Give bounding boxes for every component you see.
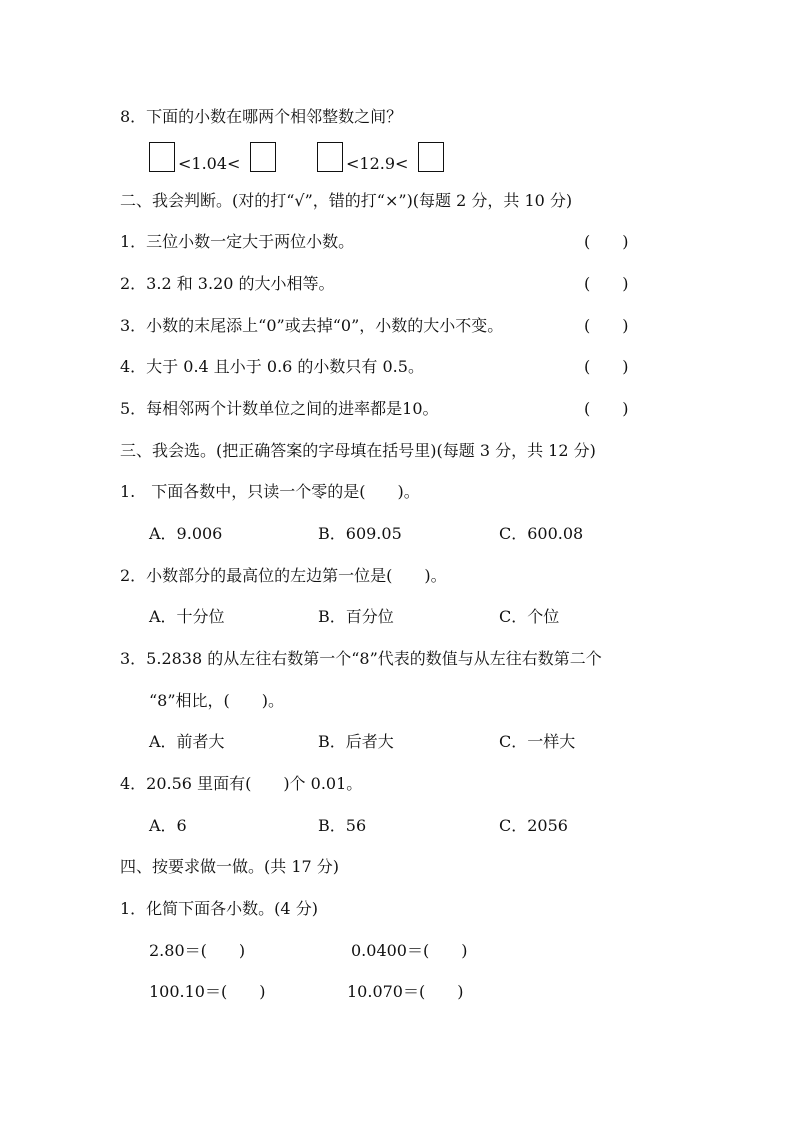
section3-title: 三、我会选。(把正确答案的字母填在括号里)(每题 3 分，共 12 分) [120, 441, 596, 460]
simplify-eq-3[interactable]: 100.10＝( ) [149, 982, 266, 1001]
simplify-question: 1．化简下面各小数。(4 分) [120, 899, 318, 918]
choice-q1-option-c: C．600.08 [499, 524, 584, 543]
choice-q2-option-b: B．百分位 [318, 607, 394, 626]
answer-box-4[interactable] [418, 142, 444, 172]
judge-answer-3[interactable]: ( ) [584, 316, 629, 335]
judge-answer-1[interactable]: ( ) [584, 232, 629, 251]
choice-q1-option-a: A．9.006 [149, 524, 223, 543]
q8-expr-2: <12.9< [346, 154, 409, 173]
choice-q3-option-a: A．前者大 [149, 732, 225, 751]
answer-box-1[interactable] [149, 142, 175, 172]
choice-q4-option-b: B．56 [318, 816, 367, 835]
simplify-eq-4[interactable]: 10.070＝( ) [347, 982, 464, 1001]
choice-q1-option-b: B．609.05 [318, 524, 402, 543]
judge-answer-4[interactable]: ( ) [584, 357, 629, 376]
answer-box-3[interactable] [317, 142, 343, 172]
simplify-eq-2[interactable]: 0.0400＝( ) [351, 941, 468, 960]
section2-title: 二、我会判断。(对的打“√”，错的打“×”)(每题 2 分，共 10 分) [120, 191, 573, 210]
choice-q2-option-a: A．十分位 [149, 607, 225, 626]
simplify-eq-1[interactable]: 2.80＝( ) [149, 941, 246, 960]
section4-title: 四、按要求做一做。(共 17 分) [120, 857, 340, 876]
q8-expr-1: <1.04< [178, 154, 241, 173]
q8-label: 8．下面的小数在哪两个相邻整数之间？ [120, 107, 403, 126]
choice-q3-option-c: C．一样大 [499, 732, 576, 751]
choice-q2-option-c: C．个位 [499, 607, 560, 626]
judge-item-4: 4．大于 0.4 且小于 0.6 的小数只有 0.5。 [120, 357, 424, 376]
choice-q4-option-c: C．2056 [499, 816, 568, 835]
choice-q4-option-a: A．6 [149, 816, 187, 835]
choice-q2: 2．小数部分的最高位的左边第一位是( )。 [120, 566, 447, 585]
judge-item-2: 2．3.2 和 3.20 的大小相等。 [120, 274, 335, 293]
choice-q3: 3．5.2838 的从左往右数第一个“8”代表的数值与从左往右数第二个 [120, 649, 602, 668]
judge-item-5: 5．每相邻两个计数单位之间的进率都是10。 [120, 399, 439, 418]
judge-answer-2[interactable]: ( ) [584, 274, 629, 293]
choice-q3-option-b: B．后者大 [318, 732, 394, 751]
judge-item-3: 3．小数的末尾添上“0”或去掉“0”，小数的大小不变。 [120, 316, 504, 335]
choice-q4: 4．20.56 里面有( )个 0.01。 [120, 774, 363, 793]
judge-answer-5[interactable]: ( ) [584, 399, 629, 418]
answer-box-2[interactable] [250, 142, 276, 172]
choice-q1: 1. 下面各数中，只读一个零的是( )。 [120, 482, 420, 501]
choice-q3-cont: “8”相比，( )。 [149, 691, 285, 710]
judge-item-1: 1．三位小数一定大于两位小数。 [120, 232, 355, 251]
